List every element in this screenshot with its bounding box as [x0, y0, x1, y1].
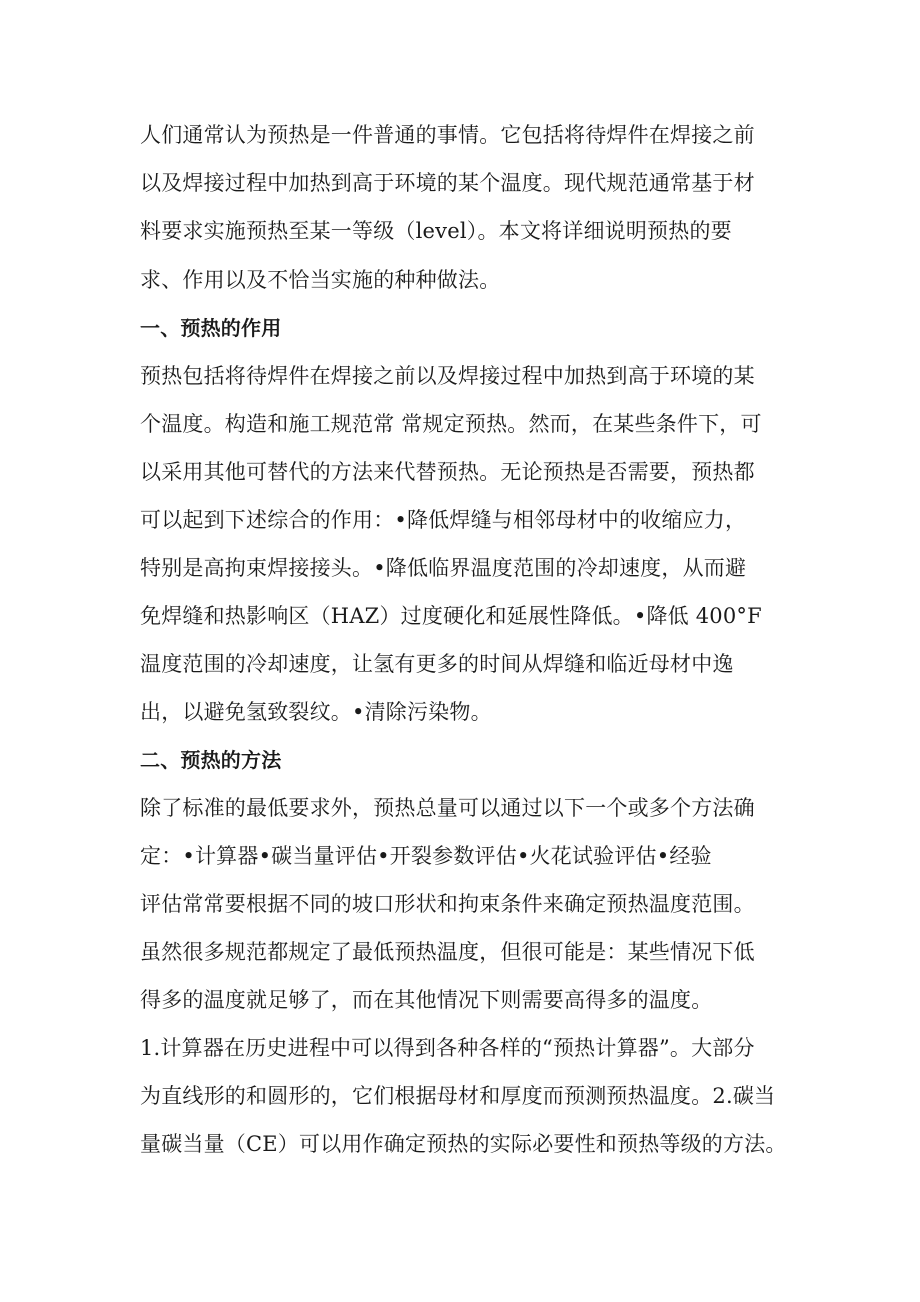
paragraph-line: 虽然很多规范都规定了最低预热温度，但很可能是：某些情况下低	[140, 940, 755, 964]
paragraph-line: 温度范围的冷却速度，让氢有更多的时间从焊缝和临近母材中逸	[140, 652, 734, 676]
paragraph-line: 得多的温度就足够了，而在其他情况下则需要高得多的温度。	[140, 988, 713, 1012]
paragraph-line: 可以起到下述综合的作用：•降低焊缝与相邻母材中的收缩应力，	[140, 508, 747, 532]
paragraph-line: 个温度。构造和施工规范常 常规定预热。然而，在某些条件下，可	[140, 412, 762, 436]
paragraph-line: 预热包括将待焊件在焊接之前以及焊接过程中加热到高于环境的某	[140, 364, 755, 388]
paragraph-line: 出，以避免氢致裂纹。•清除污染物。	[140, 700, 492, 724]
paragraph-line: 1.计算器在历史进程中可以得到各种各样的“预热计算器”。大部分	[140, 1036, 755, 1060]
paragraph-line: 求、作用以及不恰当实施的种种做法。	[140, 268, 501, 292]
paragraph-line: 特别是高拘束焊接接头。•降低临界温度范围的冷却速度，从而避	[140, 556, 747, 580]
section-heading: 一、预热的作用	[140, 316, 282, 340]
paragraph-line: 定：•计算器•碳当量评估•开裂参数评估•火花试验评估•经验	[140, 844, 712, 868]
paragraph-line: 评估常常要根据不同的坡口形状和拘束条件来确定预热温度范围。	[140, 892, 755, 916]
paragraph-line: 以及焊接过程中加热到高于环境的某个温度。现代规范通常基于材	[140, 171, 755, 195]
paragraph-line: 人们通常认为预热是一件普通的事情。它包括将待焊件在焊接之前	[140, 123, 755, 147]
paragraph-line: 料要求实施预热至某一等级（level）。本文将详细说明预热的要	[140, 219, 732, 243]
paragraph-line: 以采用其他可替代的方法来代替预热。无论预热是否需要，预热都	[140, 460, 755, 484]
section-heading: 二、预热的方法	[140, 748, 282, 772]
paragraph-line: 为直线形的和圆形的，它们根据母材和厚度而预测预热温度。2.碳当	[140, 1084, 776, 1108]
paragraph-line: 量碳当量（CE）可以用作确定预热的实际必要性和预热等级的方法。	[140, 1132, 787, 1156]
paragraph-line: 免焊缝和热影响区（HAZ）过度硬化和延展性降低。•降低 400°F	[140, 604, 762, 628]
paragraph-line: 除了标准的最低要求外，预热总量可以通过以下一个或多个方法确	[140, 796, 755, 820]
